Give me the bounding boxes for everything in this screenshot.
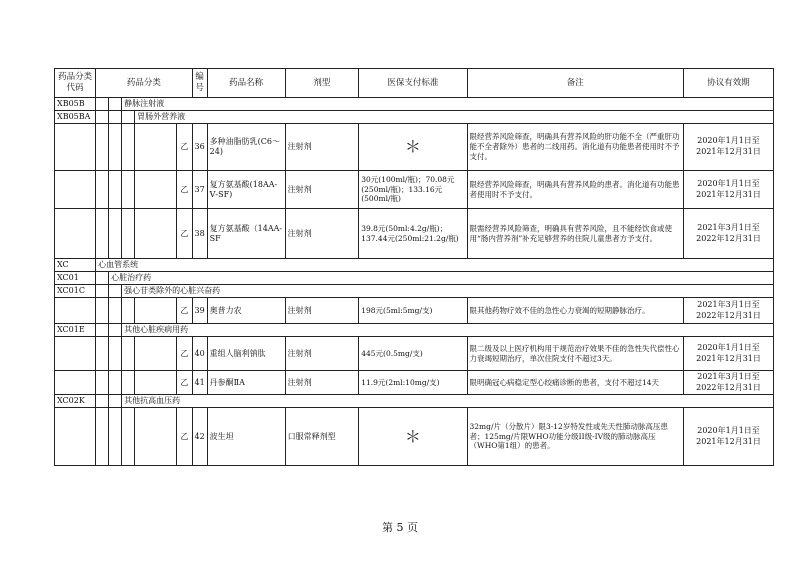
drug-price: 11.9元(2ml:10mg/支): [359, 371, 467, 395]
drug-name: 波生坦: [207, 408, 285, 466]
category-row: [55, 285, 774, 298]
drug-price: 30元(100ml/瓶)；70.08元(250ml/瓶)；133.16元(500ml/瓶): [359, 171, 467, 209]
drug-grade: 乙: [177, 371, 192, 395]
category-code: XC01E: [55, 324, 96, 337]
header-validity: 协议有效期: [684, 69, 774, 98]
header-form: 剂型: [285, 69, 359, 98]
drug-number: 37: [192, 171, 207, 209]
page-number: 第 5 页: [382, 521, 418, 534]
drug-form: 注射剂: [285, 371, 359, 395]
drug-number: 38: [192, 209, 207, 259]
drug-validity: 2020年1月1日至 2021年12月31日: [684, 171, 774, 209]
category-code: XC01: [55, 272, 96, 285]
drug-price: ＊: [359, 124, 467, 171]
drug-row: [55, 371, 774, 395]
category-name: 胃肠外营养液: [135, 111, 774, 124]
drug-validity: 2021年3月1日至 2022年12月31日: [684, 371, 774, 395]
category-code: XB05BA: [55, 111, 96, 124]
drug-form: 口服常释剂型: [285, 408, 359, 466]
drug-grade: 乙: [177, 408, 192, 466]
drug-number: 40: [192, 337, 207, 371]
category-code: XC: [55, 259, 96, 272]
drug-name: 复方氨基酸(18AA-Ⅴ-SF): [207, 171, 285, 209]
drug-form: 注射剂: [285, 209, 359, 259]
drug-name: 重组人脑利钠肽: [207, 337, 285, 371]
drug-remark: 限其他药物疗效不佳的急性心力衰竭的短期静脉治疗。: [467, 298, 684, 324]
category-name: 心脏治疗药: [109, 272, 774, 285]
drug-grade: 乙: [177, 209, 192, 259]
drug-remark: 限需经营养风险筛查，明确具有营养风险，且不能经饮食或使用“肠内营养剂”补充足够营养的住院儿童患者方予支付。: [467, 209, 684, 259]
drug-form: 注射剂: [285, 298, 359, 324]
drug-row: [55, 171, 774, 209]
drug-grade: 乙: [177, 337, 192, 371]
header-standard: 医保支付标准: [359, 69, 467, 98]
drug-form: 注射剂: [285, 171, 359, 209]
drug-remark: 限明确冠心病稳定型心绞痛诊断的患者，支付不超过14天: [467, 371, 684, 395]
category-row: [55, 111, 774, 124]
drug-validity: 2021年3月1日至 2022年12月31日: [684, 298, 774, 324]
drug-number: 41: [192, 371, 207, 395]
drug-validity: 2020年1月1日至 2021年12月31日: [684, 408, 774, 466]
drug-validity: 2021年3月1日至 2022年12月31日: [684, 209, 774, 259]
drug-row: [55, 408, 774, 466]
category-row: [55, 395, 774, 408]
drug-grade: 乙: [177, 124, 192, 171]
category-name: 强心苷类除外的心脏兴奋药: [122, 285, 774, 298]
drug-validity: 2020年1月1日至 2021年12月31日: [684, 337, 774, 371]
category-code: XC02K: [55, 395, 96, 408]
drug-form: 注射剂: [285, 337, 359, 371]
header-category: 药品分类: [96, 69, 192, 98]
drug-row: [55, 124, 774, 171]
drug-price: 198元(5ml:5mg/支): [359, 298, 467, 324]
header-remark: 备注: [467, 69, 684, 98]
drug-number: 42: [192, 408, 207, 466]
table-header-row: [55, 69, 774, 98]
category-row: [55, 324, 774, 337]
drug-validity: 2020年1月1日至 2021年12月31日: [684, 124, 774, 171]
drug-name: 复方氨基酸（14AA-SF: [207, 209, 285, 259]
drug-number: 39: [192, 298, 207, 324]
header-name: 药品名称: [207, 69, 285, 98]
drug-grade: 乙: [177, 298, 192, 324]
category-name: 心血管系统: [96, 259, 774, 272]
drug-grade: 乙: [177, 171, 192, 209]
drug-name: 多种油脂肪乳(C6～24): [207, 124, 285, 171]
category-row: [55, 259, 774, 272]
drug-remark: 限经营养风险筛查，明确具有营养风险的肝功能不全（严重肝功能不全者除外）患者的二线用药。消化道有功能患者使用时不予支付。: [467, 124, 684, 171]
drug-table: [54, 68, 774, 466]
drug-remark: 限二级及以上医疗机构用于规范治疗效果不佳的急性失代偿性心力衰竭短期治疗，单次住院支付不超过3天。: [467, 337, 684, 371]
drug-form: 注射剂: [285, 124, 359, 171]
category-code: XC01C: [55, 285, 96, 298]
drug-remark: 限经营养风险筛查，明确具有营养风险的患者。消化道有功能患者使用时不予支付。: [467, 171, 684, 209]
category-name: 静脉注射液: [122, 98, 774, 111]
header-number: 编号: [192, 69, 207, 98]
drug-price: 445元(0.5mg/支): [359, 337, 467, 371]
drug-row: [55, 209, 774, 259]
drug-row: [55, 337, 774, 371]
drug-remark: 32mg/片（分散片）限3-12岁特发性或先天性肺动脉高压患者；125mg/片限WHO功能分级II级-IV级的肺动脉高压（WHO第1组）的患者。: [467, 408, 684, 466]
drug-price: 39.8元(50ml:4.2g/瓶)；137.44元(250ml:21.2g/瓶): [359, 209, 467, 259]
drug-name: 奥普力农: [207, 298, 285, 324]
drug-row: [55, 298, 774, 324]
drug-price: ＊: [359, 408, 467, 466]
category-row: [55, 272, 774, 285]
header-code: 药品分类代码: [55, 69, 96, 98]
drug-number: 36: [192, 124, 207, 171]
category-row: [55, 98, 774, 111]
drug-name: 丹参酮ⅡA: [207, 371, 285, 395]
category-name: 其他抗高血压药: [122, 395, 774, 408]
category-name: 其他心脏疾病用药: [122, 324, 774, 337]
category-code: XB05B: [55, 98, 96, 111]
